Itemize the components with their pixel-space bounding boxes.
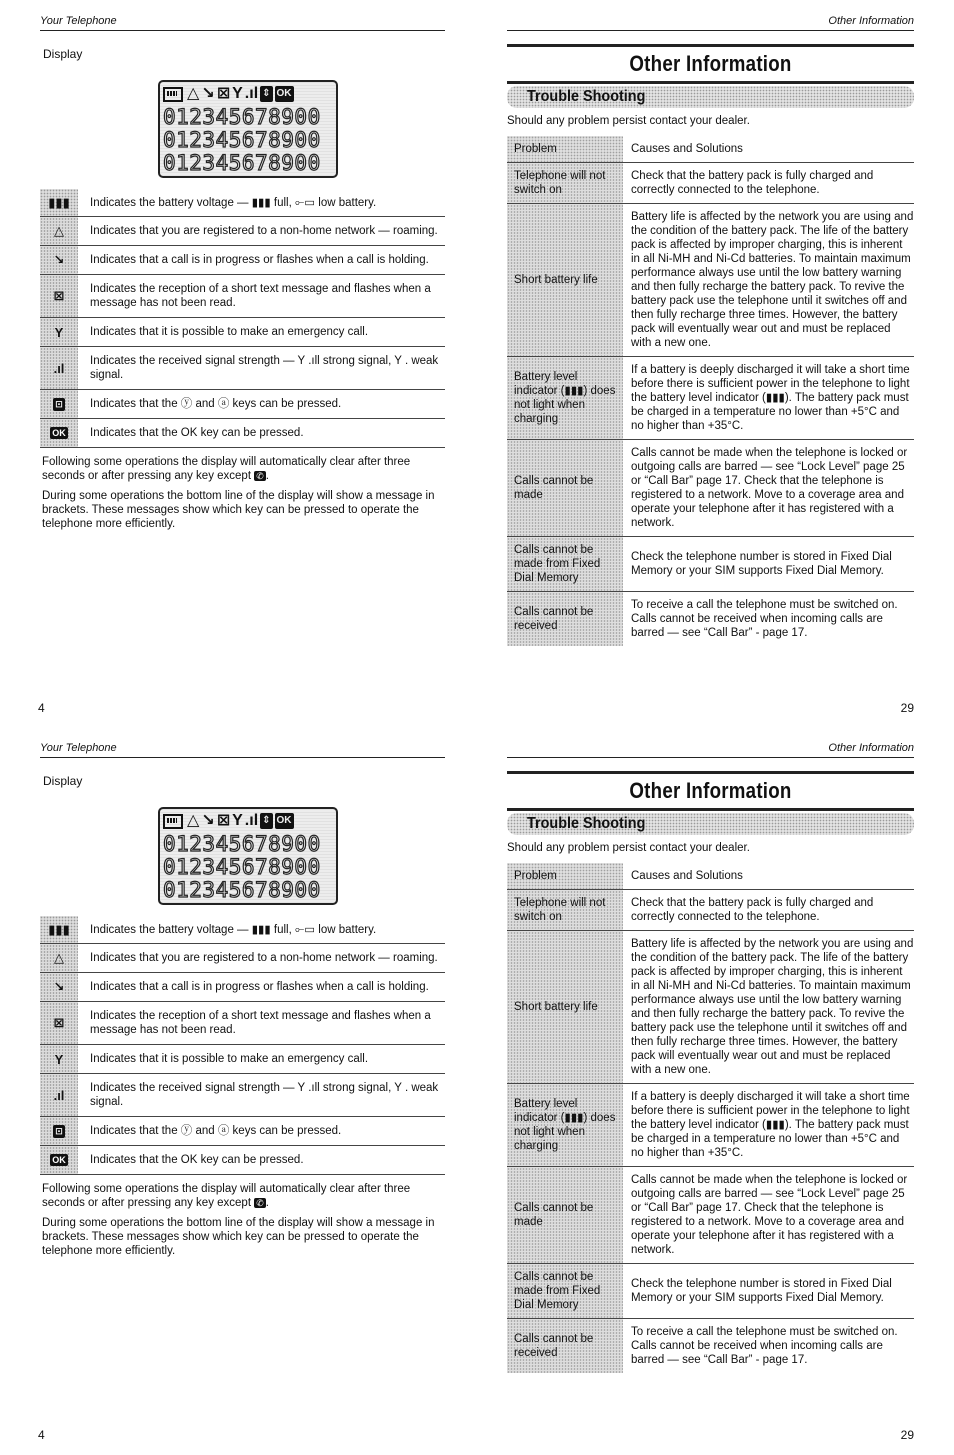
- header-solution: Causes and Solutions: [623, 136, 914, 163]
- signal-bars-icon: .ıl: [244, 812, 259, 829]
- running-head: Your Telephone: [40, 15, 445, 31]
- legend-text: Indicates that you are registered to a non-home network — roaming.: [78, 217, 445, 246]
- chapter-title: Other Information: [629, 778, 792, 803]
- lcd-row: 012345678900: [163, 128, 321, 152]
- legend-text: Indicates that it is possible to make an emergency call.: [78, 318, 445, 347]
- page-your-telephone: [40, 0, 445, 727]
- intro-text: Should any problem persist contact your dealer.: [507, 115, 750, 127]
- lcd-display-illustration: [158, 807, 338, 905]
- legend-text: Indicates that a call is in progress or flashes when a call is holding.: [78, 246, 445, 275]
- page-number: 29: [900, 701, 914, 715]
- call-handset-icon: ↘: [201, 812, 215, 829]
- roaming-triangle-icon: △: [187, 85, 200, 102]
- scroll-key-icon: ⇕: [260, 86, 272, 102]
- legend-text: Indicates that the ⓨ and ⓐ keys can be pressed.: [78, 1117, 445, 1146]
- legend-row: [40, 1045, 445, 1074]
- body-paragraph: During some operations the bottom line of the display will show a message in brackets. These messages show which key can be pressed to operate the telephone more efficiently.: [42, 1217, 435, 1257]
- chapter-title-bar: [507, 44, 914, 84]
- envelope-icon: ⊠: [216, 85, 231, 102]
- table-header-row: [507, 863, 914, 890]
- antenna-icon: Y: [54, 324, 64, 340]
- body-paragraph: Following some operations the display will automatically clear after three seconds or after pressing any key except ✆ .: [42, 456, 411, 482]
- table-row: Telephone will not switch on Check that the battery pack is fully charged and correctly connected to the telephone.: [507, 163, 914, 204]
- page-your-telephone: [40, 727, 445, 1454]
- legend-row: [40, 246, 445, 275]
- ok-key-icon: OK: [52, 428, 66, 438]
- body-paragraph: Following some operations the display will automatically clear after three seconds or after pressing any key except ✆ .: [42, 1183, 411, 1209]
- call-handset-icon: ↘: [201, 85, 215, 102]
- legend-text: Indicates the received signal strength — Y .ıll strong signal, Y . weak signal.: [78, 347, 445, 390]
- legend-row: [40, 1146, 445, 1175]
- ok-key-icon: OK: [275, 813, 294, 829]
- signal-bars-icon: .ıl: [53, 360, 65, 376]
- battery-icon: [163, 814, 183, 829]
- legend-row: [40, 347, 445, 390]
- table-row: Battery level indicator (▮▮▮) does not light when charging If a battery is deeply discharged it will take a short time before there is sufficient power in the telephone to light the battery level indicator (▮▮▮). The battery pack must be charged in a temperature no lower than +5°C and no higher than +35°C.: [507, 1084, 914, 1167]
- legend-text: Indicates that you are registered to a non-home network — roaming.: [78, 944, 445, 973]
- signal-bars-icon: .ıl: [53, 1087, 65, 1103]
- legend-text: Indicates the received signal strength — Y .ıll strong signal, Y . weak signal.: [78, 1074, 445, 1117]
- lcd-row: 012345678900: [163, 151, 321, 175]
- legend-row: [40, 916, 445, 944]
- lcd-row: 012345678900: [163, 832, 321, 856]
- lcd-row: 012345678900: [163, 105, 321, 129]
- ok-key-icon: OK: [52, 1155, 66, 1165]
- troubleshooting-table: [507, 863, 914, 1373]
- icon-legend-table: [40, 916, 445, 1175]
- lcd-icon-row: [160, 82, 336, 106]
- legend-row: [40, 419, 445, 448]
- table-row: Calls cannot be received To receive a call the telephone must be switched on. Calls cannot be received when incoming calls are barred — see “Call Bar” - page 17.: [507, 1319, 914, 1374]
- ok-key-icon: OK: [275, 86, 294, 102]
- lcd-row: 012345678900: [163, 855, 321, 879]
- scroll-key-icon: ⊡: [55, 1125, 63, 1136]
- legend-row: [40, 1074, 445, 1117]
- lcd-display-illustration: [158, 80, 338, 178]
- intro-text: Should any problem persist contact your dealer.: [507, 842, 750, 854]
- scroll-key-icon: ⊡: [55, 398, 63, 409]
- antenna-icon: Y: [54, 1051, 64, 1067]
- roaming-triangle-icon: △: [54, 223, 64, 238]
- table-row: Calls cannot be made from Fixed Dial Memory Check the telephone number is stored in Fixed Dial Memory or your SIM supports Fixed Dial Memory.: [507, 1264, 914, 1319]
- table-row: Telephone will not switch on Check that the battery pack is fully charged and correctly connected to the telephone.: [507, 890, 914, 931]
- antenna-icon: Y: [232, 85, 243, 102]
- signal-bars-icon: .ıl: [244, 85, 259, 102]
- legend-row: [40, 189, 445, 217]
- table-row: Calls cannot be made from Fixed Dial Memory Check the telephone number is stored in Fixed Dial Memory or your SIM supports Fixed Dial Memory.: [507, 537, 914, 592]
- section-subheading: Display: [43, 774, 83, 788]
- section-title: Trouble Shooting: [527, 815, 646, 832]
- section-band: [507, 86, 914, 108]
- header-problem: Problem: [507, 863, 623, 890]
- legend-row: [40, 275, 445, 318]
- legend-row: [40, 318, 445, 347]
- table-row: Short battery life Battery life is affected by the network you are using and the condition of the battery pack. The life of the battery pack is affected by improper charging, this is inherent in all Ni-MH and Ni-Cd batteries. To maintain maximum performance always use until the low battery warning and then fully recharge the battery pack. To revive the battery pack use the telephone until it switches off and then fully recharge three times. However, the battery pack will eventually wear out and must be replaced with a new one.: [507, 204, 914, 357]
- antenna-icon: Y: [232, 812, 243, 829]
- table-row: Calls cannot be made Calls cannot be made when the telephone is locked or outgoing calls are barred — see “Lock Level” page 25 or “Call Bar” page 17. Check that the telephone is registered to a network. Move to a coverage area and operate your telephone after it has registered with a network.: [507, 1167, 914, 1264]
- running-head: Other Information: [507, 15, 914, 31]
- end-call-key-icon: ✆: [256, 471, 264, 481]
- legend-text: Indicates that it is possible to make an emergency call.: [78, 1045, 445, 1074]
- lcd-icon-row: [160, 809, 336, 833]
- header-problem: Problem: [507, 136, 623, 163]
- table-row: Calls cannot be made Calls cannot be made when the telephone is locked or outgoing calls are barred — see “Lock Level” page 25 or “Call Bar” page 17. Check that the telephone is registered to a network. Move to a coverage area and operate your telephone after it has registered with a network.: [507, 440, 914, 537]
- envelope-icon: ⊠: [53, 288, 65, 303]
- chapter-title-bar: [507, 771, 914, 811]
- troubleshooting-table: [507, 136, 914, 646]
- manual-spread-bottom: [0, 727, 954, 1454]
- page-other-information: [507, 0, 914, 727]
- chapter-title: Other Information: [629, 51, 792, 76]
- roaming-triangle-icon: △: [187, 812, 200, 829]
- running-head: Other Information: [507, 742, 914, 758]
- legend-text: Indicates the reception of a short text message and flashes when a message has not been read.: [78, 275, 445, 318]
- running-head: Your Telephone: [40, 742, 445, 758]
- section-title: Trouble Shooting: [527, 88, 646, 105]
- battery-icon: ▮▮▮: [48, 921, 70, 937]
- table-row: Short battery life Battery life is affected by the network you are using and the condition of the battery pack. The life of the battery pack is affected by improper charging, this is inherent in all Ni-MH and Ni-Cd batteries. To maintain maximum performance always use until the low battery warning and then fully recharge the battery pack. To revive the battery pack use the telephone until it switches off and then fully recharge three times. However, the battery pack will eventually wear out and must be replaced with a new one.: [507, 931, 914, 1084]
- legend-text: Indicates that the OK key can be pressed.: [78, 1146, 445, 1175]
- battery-icon: ▮▮▮: [48, 194, 70, 210]
- icon-legend-table: [40, 189, 445, 448]
- envelope-icon: ⊠: [216, 812, 231, 829]
- legend-row: [40, 1002, 445, 1045]
- page-other-information: [507, 727, 914, 1454]
- legend-text: Indicates that the ⓨ and ⓐ keys can be pressed.: [78, 390, 445, 419]
- end-call-key-icon: ✆: [256, 1198, 264, 1208]
- call-handset-icon: ↘: [53, 252, 65, 267]
- legend-text: Indicates the reception of a short text message and flashes when a message has not been read.: [78, 1002, 445, 1045]
- section-band: [507, 813, 914, 835]
- battery-icon: [163, 87, 183, 102]
- manual-spread-top: [0, 0, 954, 727]
- legend-text: Indicates that a call is in progress or flashes when a call is holding.: [78, 973, 445, 1002]
- lcd-row: 012345678900: [163, 878, 321, 902]
- table-row: Calls cannot be received To receive a call the telephone must be switched on. Calls cannot be received when incoming calls are barred — see “Call Bar” - page 17.: [507, 592, 914, 647]
- page-number: 4: [38, 1428, 45, 1442]
- table-header-row: [507, 136, 914, 163]
- call-handset-icon: ↘: [53, 979, 65, 994]
- legend-row: [40, 390, 445, 419]
- section-subheading: Display: [43, 47, 83, 61]
- roaming-triangle-icon: △: [54, 950, 64, 965]
- body-paragraph: During some operations the bottom line of the display will show a message in brackets. These messages show which key can be pressed to operate the telephone more efficiently.: [42, 490, 435, 530]
- legend-row: [40, 973, 445, 1002]
- scroll-key-icon: ⇕: [260, 813, 272, 829]
- page-number: 4: [38, 701, 45, 715]
- legend-row: [40, 217, 445, 246]
- table-row: Battery level indicator (▮▮▮) does not light when charging If a battery is deeply discharged it will take a short time before there is sufficient power in the telephone to light the battery level indicator (▮▮▮). The battery pack must be charged in a temperature no lower than +5°C and no higher than +35°C.: [507, 357, 914, 440]
- page-number: 29: [900, 1428, 914, 1442]
- header-solution: Causes and Solutions: [623, 863, 914, 890]
- legend-row: [40, 944, 445, 973]
- legend-row: [40, 1117, 445, 1146]
- legend-text: Indicates the battery voltage — ▮▮▮ full, ⟜▭ low battery.: [78, 916, 445, 944]
- legend-text: Indicates that the OK key can be pressed.: [78, 419, 445, 448]
- legend-text: Indicates the battery voltage — ▮▮▮ full, ⟜▭ low battery.: [78, 189, 445, 217]
- envelope-icon: ⊠: [53, 1015, 65, 1030]
